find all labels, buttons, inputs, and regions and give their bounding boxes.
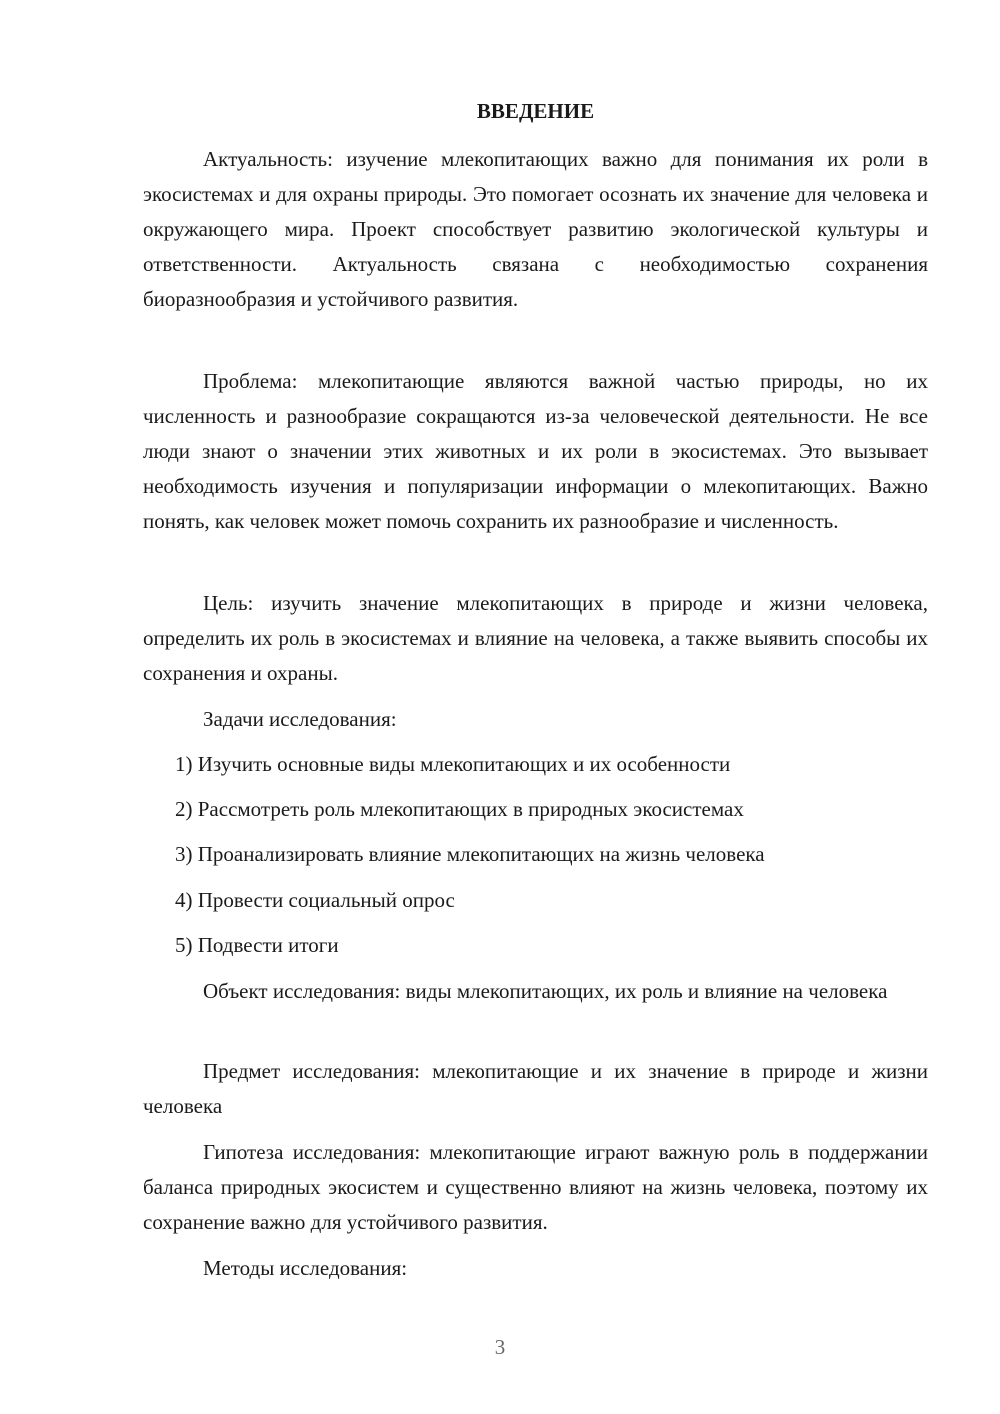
tasks-title: Задачи исследования: bbox=[203, 707, 397, 731]
task-item: 1) Изучить основные виды млекопитающих и их особенности bbox=[175, 752, 731, 776]
paragraph-hypothesis: Гипотеза исследования: млекопитающие играют важную роль в поддержании баланса природных экосистем и существенно влияют на жизнь человека, поэтому их сохранение важно для устойчивого развития. bbox=[143, 1140, 928, 1234]
task-item: 4) Провести социальный опрос bbox=[175, 888, 455, 912]
paragraph-goal: Цель: изучить значение млекопитающих в природе и жизни человека, определить их роль в экосистемах и влияние на человека, а также выявить способы их сохранения и охраны. bbox=[143, 591, 928, 685]
methods-title: Методы исследования: bbox=[203, 1256, 408, 1280]
task-item: 2) Рассмотреть роль млекопитающих в природных экосистемах bbox=[175, 797, 744, 821]
task-item: 3) Проанализировать влияние млекопитающих на жизнь человека bbox=[175, 842, 765, 866]
section-heading: ВВЕДЕНИЕ bbox=[476, 99, 595, 123]
paragraph-relevance: Актуальность: изучение млекопитающих важно для понимания их роли в экосистемах и для охраны природы. Это помогает осознать их значение для человека и окружающего мира. Проект способствует развитию экологической культуры и ответственности. Актуальность связана с необходимостью сохранения биоразнообразия и устойчивого развития. bbox=[143, 147, 928, 311]
task-item: 5) Подвести итоги bbox=[175, 933, 339, 957]
paragraph-problem: Проблема: млекопитающие являются важной частью природы, но их численность и разнообразие сокращаются из-за человеческой деятельности. Не все люди знают о значении этих животных и их роли в экосистемах. Это вызывает необходимость изучения и популяризации информации о млекопитающих. Важно понять, как человек может помочь сохранить их разнообразие и численность. bbox=[143, 369, 928, 533]
paragraph-subject: Предмет исследования: млекопитающие и их значение в природе и жизни человека bbox=[143, 1059, 928, 1118]
page-number: 3 bbox=[494, 1335, 506, 1359]
paragraph-object: Объект исследования: виды млекопитающих, их роль и влияние на человека bbox=[203, 979, 888, 1003]
